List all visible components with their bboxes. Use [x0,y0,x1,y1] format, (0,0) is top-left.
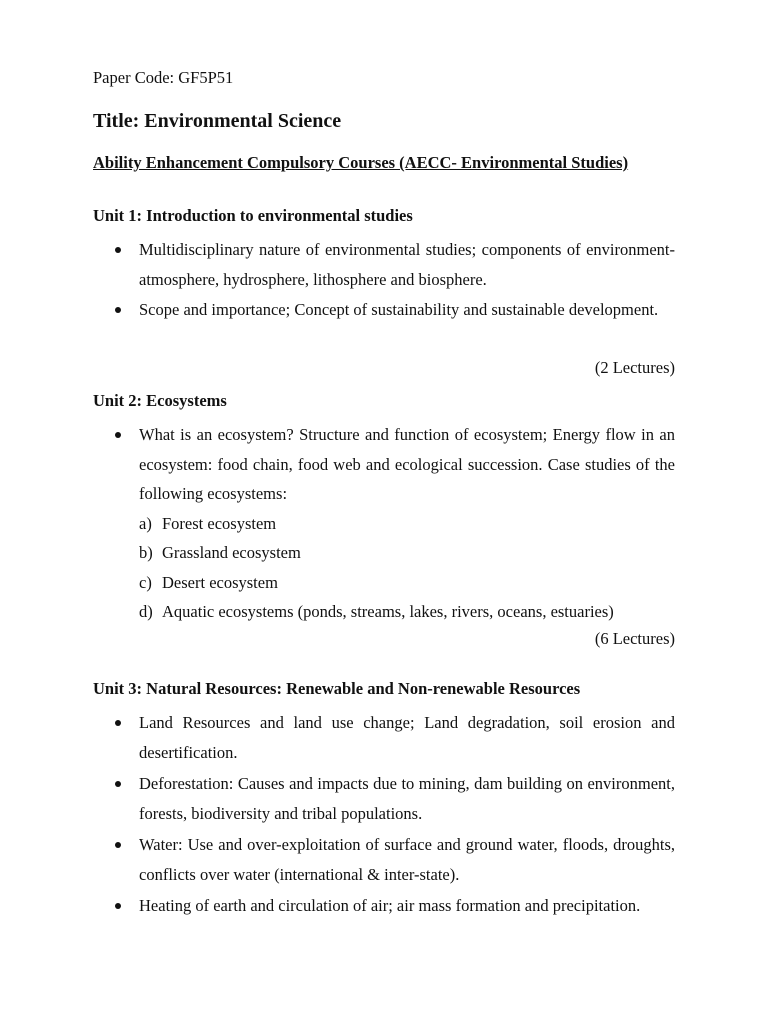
unit-1-heading: Unit 1: Introduction to environmental studies [93,206,413,225]
list-item [93,235,675,294]
list-item-text: Multidisciplinary nature of environmental studies; components of environment-atmosphere, hydrosphere, lithosphere and biosphere. [139,240,675,289]
list-item-text: Scope and importance; Concept of sustainability and sustainable development. [139,300,659,319]
list-item-text: Land Resources and land use change; Land degradation, soil erosion and desertification. [139,713,675,762]
ecosystem-sub-list [139,509,675,627]
sub-item-text: Aquatic ecosystems (ponds, streams, lakes, rivers, oceans, estuaries) [162,602,614,621]
sub-item-text: Desert ecosystem [162,572,278,592]
list-item-text: Deforestation: Causes and impacts due to mining, dam building on environment, forests, biodiversity and tribal populations. [139,774,675,823]
unit-1-bullet-list [93,235,675,325]
bullet-icon [115,247,121,253]
bullet-icon [115,781,121,787]
course-heading: Ability Enhancement Compulsory Courses (AECC- Environmental Studies) [93,153,629,172]
unit-2-heading: Unit 2: Ecosystems [93,391,227,410]
unit-2-bullet-list [93,420,675,627]
list-item [93,769,675,828]
unit-1-lectures: (2 Lectures) [594,358,675,377]
bullet-icon [115,903,121,909]
sub-list-item [139,509,675,539]
list-item [93,830,675,889]
sub-item-letter: d) [139,602,153,621]
list-item [93,295,675,325]
document-title: Title: Environmental Science [93,110,342,132]
sub-item-letter: b) [139,543,153,562]
unit-3-heading: Unit 3: Natural Resources: Renewable and Non-renewable Resources [93,679,581,698]
unit-3-bullet-list [93,708,675,921]
list-item-text: Heating of earth and circulation of air; air mass formation and precipitation. [139,896,641,915]
sub-list-item [139,568,675,598]
sub-item-text: Grassland ecosystem [162,543,301,562]
paper-code: Paper Code: GF5P51 [93,68,234,87]
list-item-text: What is an ecosystem? Structure and function of ecosystem; Energy flow in an ecosystem: food chain, food web and ecological succession. Case studies of the following ecosystems: [139,425,675,503]
bullet-icon [115,720,121,726]
sub-item-letter: a) [139,513,152,533]
list-item [93,708,675,767]
sub-list-item [139,597,675,627]
sub-item-text: Forest ecosystem [162,513,277,533]
bullet-icon [115,432,121,438]
list-item-text: Water: Use and over-exploitation of surface and ground water, floods, droughts, conflicts over water (international & inter-state). [139,835,675,884]
bullet-icon [115,307,121,313]
bullet-icon [115,842,121,848]
unit-2-lectures: (6 Lectures) [594,629,675,648]
list-item [93,420,675,627]
sub-list-item [139,538,675,568]
list-item [93,891,675,921]
sub-item-letter: c) [139,572,152,592]
